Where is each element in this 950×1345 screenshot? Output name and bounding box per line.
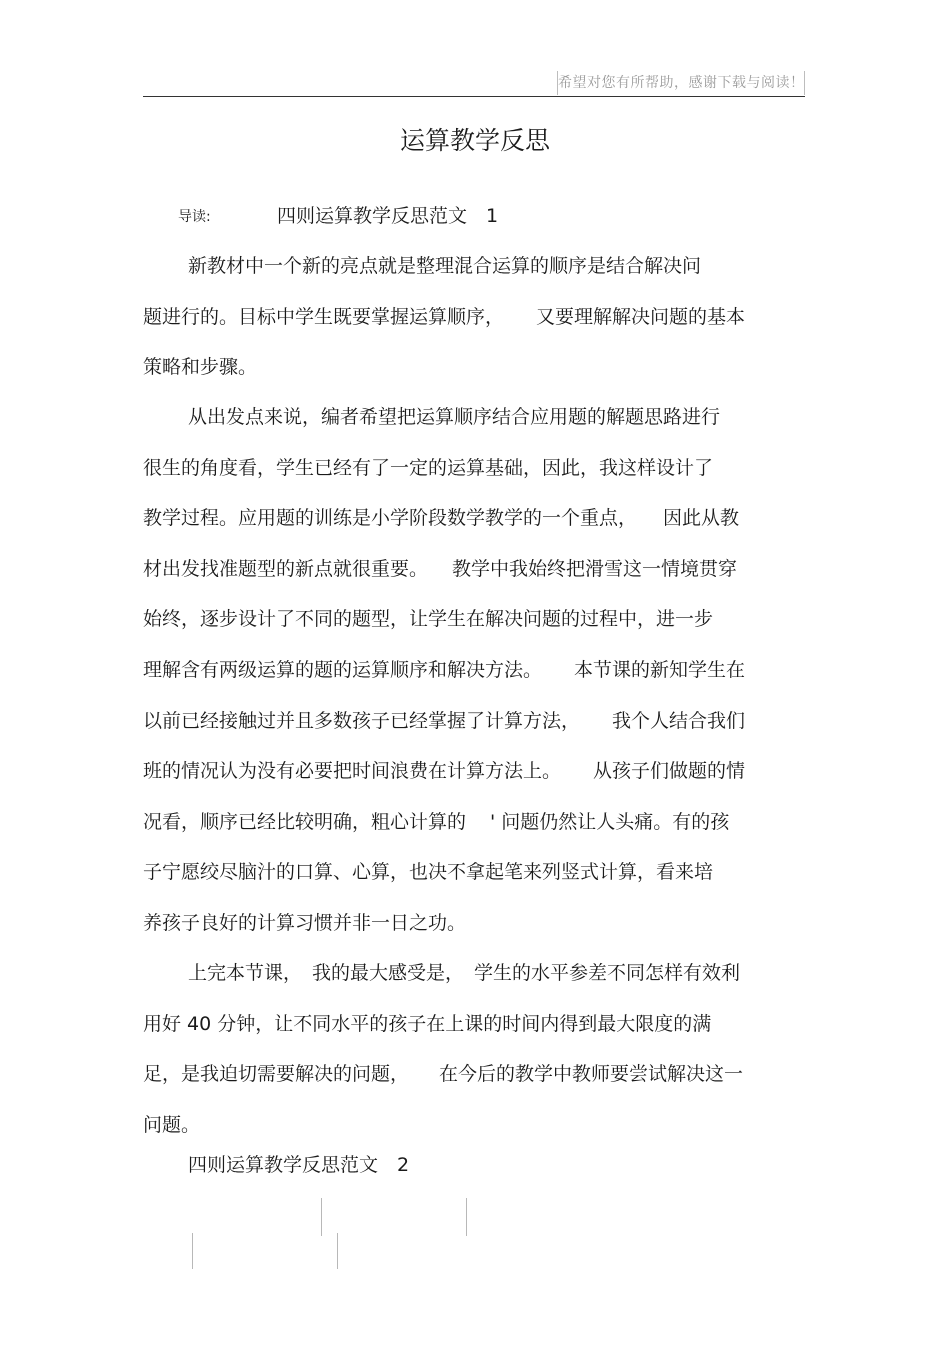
text-segment: 在今后的教学中教师要尝试解决这一	[439, 1063, 744, 1086]
document-title: 运算教学反思	[399, 126, 550, 155]
text-segment: 班的情况认为没有必要把时间浪费在计算方法上。	[143, 760, 562, 783]
text-line	[143, 645, 823, 696]
scan-artifact-line	[466, 1198, 467, 1236]
text-segment: 又要理解解决问题的基本	[536, 305, 746, 328]
text-segment: 教学中我始终把滑雪这一情境贯穿	[452, 557, 738, 580]
text-line	[143, 544, 823, 595]
text-line	[143, 1049, 823, 1100]
text-segment: 材出发找准题型的新点就很重要。	[143, 557, 429, 580]
intro-label: 导读:	[178, 209, 211, 225]
text-segment: 以前已经接触过并且多数孩子已经掌握了计算方法，	[143, 709, 581, 732]
intro-heading: 四则运算教学反思范文 1	[277, 205, 499, 227]
scan-artifact-line	[337, 1233, 338, 1269]
text-segment: 我个人结合我们	[612, 709, 746, 732]
text-line	[143, 948, 823, 999]
text-line: 策略和步骤。	[143, 356, 258, 379]
text-line	[143, 746, 823, 797]
text-line: 养孩子良好的计算习惯并非一日之功。	[143, 911, 467, 934]
text-segment: 本节课的新知学生在	[574, 658, 746, 681]
text-line: 子宁愿绞尽脑汁的口算、心算，也决不拿起笔来列竖式计算，看来培	[143, 861, 714, 884]
text-segment: 题进行的。目标中学生既要掌握运算顺序，	[143, 305, 505, 328]
text-segment: 理解含有两级运算的题的运算顺序和解决方法。	[143, 658, 543, 681]
header-divider	[143, 96, 805, 97]
paragraph-1	[143, 241, 823, 393]
text-segment: 况看，顺序已经比较明确，粗心计算的	[143, 810, 467, 833]
header-note: 希望对您有所帮助，感谢下载与阅读！	[557, 71, 805, 95]
scan-artifact-line	[192, 1233, 193, 1269]
section-2-heading: 四则运算教学反思范文 2	[188, 1154, 410, 1176]
text-line: 很生的角度看，学生已经有了一定的运算基础，因此，我这样设计了	[143, 456, 714, 479]
text-line: 问题。	[143, 1113, 201, 1136]
text-segment: 上完本节课，	[188, 962, 303, 984]
text-line	[143, 292, 823, 343]
text-segment: 教学过程。应用题的训练是小学阶段数学教学的一个重点，	[143, 507, 638, 530]
text-line	[143, 797, 823, 848]
text-line	[143, 493, 823, 544]
text-segment: 从孩子们做题的情	[593, 760, 746, 783]
text-segment: 足，是我迫切需要解决的问题，	[143, 1063, 410, 1086]
text-line: 用好 40 分钟，让不同水平的孩子在上课的时间内得到最大限度的满	[143, 1012, 712, 1035]
text-segment: 我的最大感受是，	[312, 962, 465, 984]
paragraph-3	[143, 948, 823, 1150]
text-segment: ' 问题仍然让人头痛。有的孩	[490, 810, 730, 833]
text-line: 新教材中一个新的亮点就是整理混合运算的顺序是结合解决问	[188, 255, 702, 277]
text-line	[143, 696, 823, 747]
text-segment: 因此从教	[663, 507, 740, 530]
paragraph-2	[143, 392, 823, 949]
text-line: 从出发点来说，编者希望把运算顺序结合应用题的解题思路进行	[188, 406, 721, 428]
text-segment: 学生的水平参差不同怎样有效利	[474, 962, 741, 984]
scan-artifact-line	[321, 1198, 322, 1236]
text-line: 始终，逐步设计了不同的题型，让学生在解决问题的过程中，进一步	[143, 608, 714, 631]
